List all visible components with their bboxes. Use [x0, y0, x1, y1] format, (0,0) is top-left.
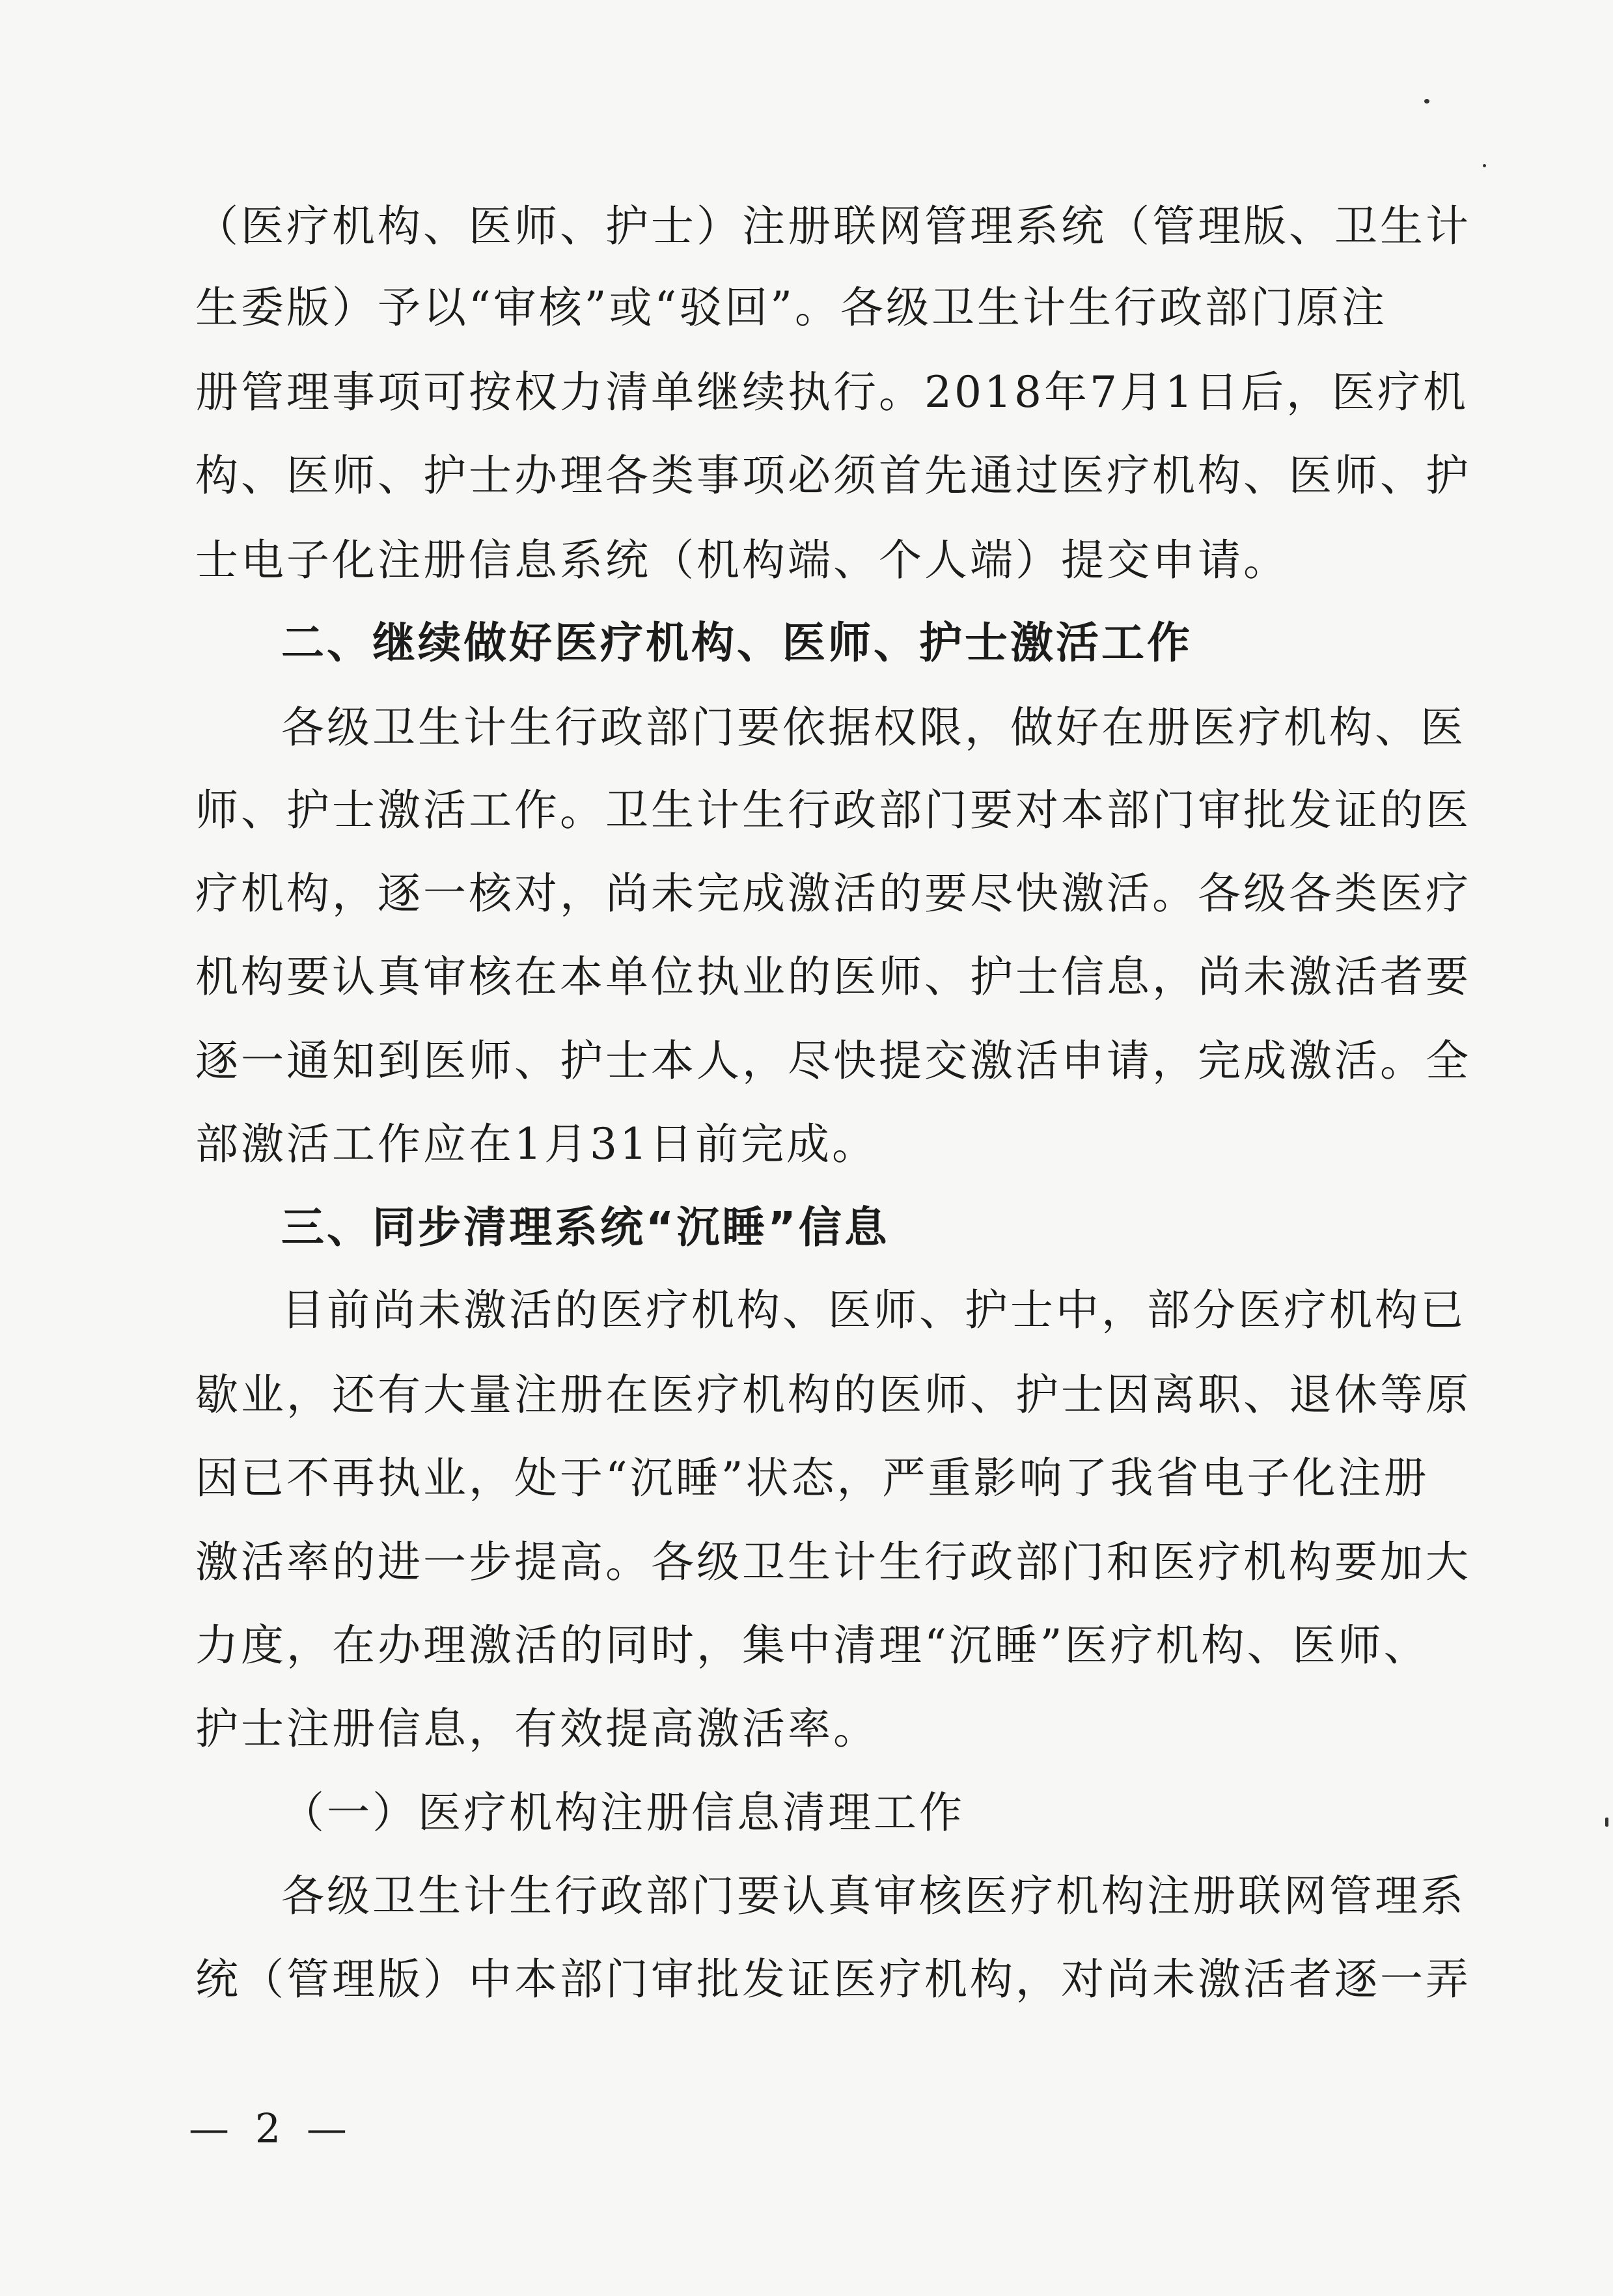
paragraph-line: 歇业，还有大量注册在医疗机构的医师、护士因离职、退休等原	[195, 1370, 1471, 1420]
paragraph-line: 目前尚未激活的医疗机构、医师、护士中，部分医疗机构已	[281, 1285, 1466, 1335]
paragraph-line: 疗机构，逐一核对，尚未完成激活的要尽快激活。各级各类医疗	[195, 868, 1471, 919]
paragraph-line: 护士注册信息，有效提高激活率。	[195, 1704, 879, 1754]
paragraph-line: 力度，在办理激活的同时，集中清理“沉睡”医疗机构、医师、	[195, 1620, 1429, 1670]
scan-speck	[1483, 164, 1486, 167]
paragraph-line: 激活率的进一步提高。各级卫生计生行政部门和医疗机构要加大	[195, 1537, 1471, 1587]
paragraph-line: 各级卫生计生行政部门要认真审核医疗机构注册联网管理系	[281, 1871, 1466, 1921]
paragraph-line: 各级卫生计生行政部门要依据权限，做好在册医疗机构、医	[281, 702, 1466, 753]
paragraph-line: 逐一通知到医师、护士本人，尽快提交激活申请，完成激活。全	[195, 1036, 1471, 1086]
paragraph-line: 统（管理版）中本部门审批发证医疗机构，对尚未激活者逐一弄	[195, 1954, 1471, 2004]
subsection-heading: （一）医疗机构注册信息清理工作	[281, 1788, 965, 1838]
scan-speck	[1605, 1818, 1608, 1827]
paragraph-line: 生委版）予以“审核”或“驳回”。各级卫生计生行政部门原注	[195, 283, 1387, 333]
paragraph-line: 士电子化注册信息系统（机构端、个人端）提交申请。	[195, 535, 1289, 585]
paragraph-line: 构、医师、护士办理各类事项必须首先通过医疗机构、医师、护	[195, 450, 1471, 501]
scan-speck	[1424, 99, 1429, 104]
paragraph-line: 部激活工作应在1月31日前完成。	[195, 1119, 877, 1169]
paragraph-line: 机构要认真审核在本单位执业的医师、护士信息，尚未激活者要	[195, 952, 1471, 1002]
page-number: — 2 —	[189, 2105, 353, 2152]
section-heading: 二、继续做好医疗机构、医师、护士激活工作	[281, 618, 1193, 668]
paragraph-line: （医疗机构、医师、护士）注册联网管理系统（管理版、卫生计	[195, 201, 1471, 251]
section-heading: 三、同步清理系统“沉睡”信息	[281, 1202, 890, 1252]
paragraph-line: 册管理事项可按权力清单继续执行。2018年7月1日后，医疗机	[195, 367, 1468, 417]
paragraph-line: 因已不再执业，处于“沉睡”状态，严重影响了我省电子化注册	[195, 1453, 1429, 1503]
paragraph-line: 师、护士激活工作。卫生计生行政部门要对本部门审批发证的医	[195, 785, 1471, 835]
